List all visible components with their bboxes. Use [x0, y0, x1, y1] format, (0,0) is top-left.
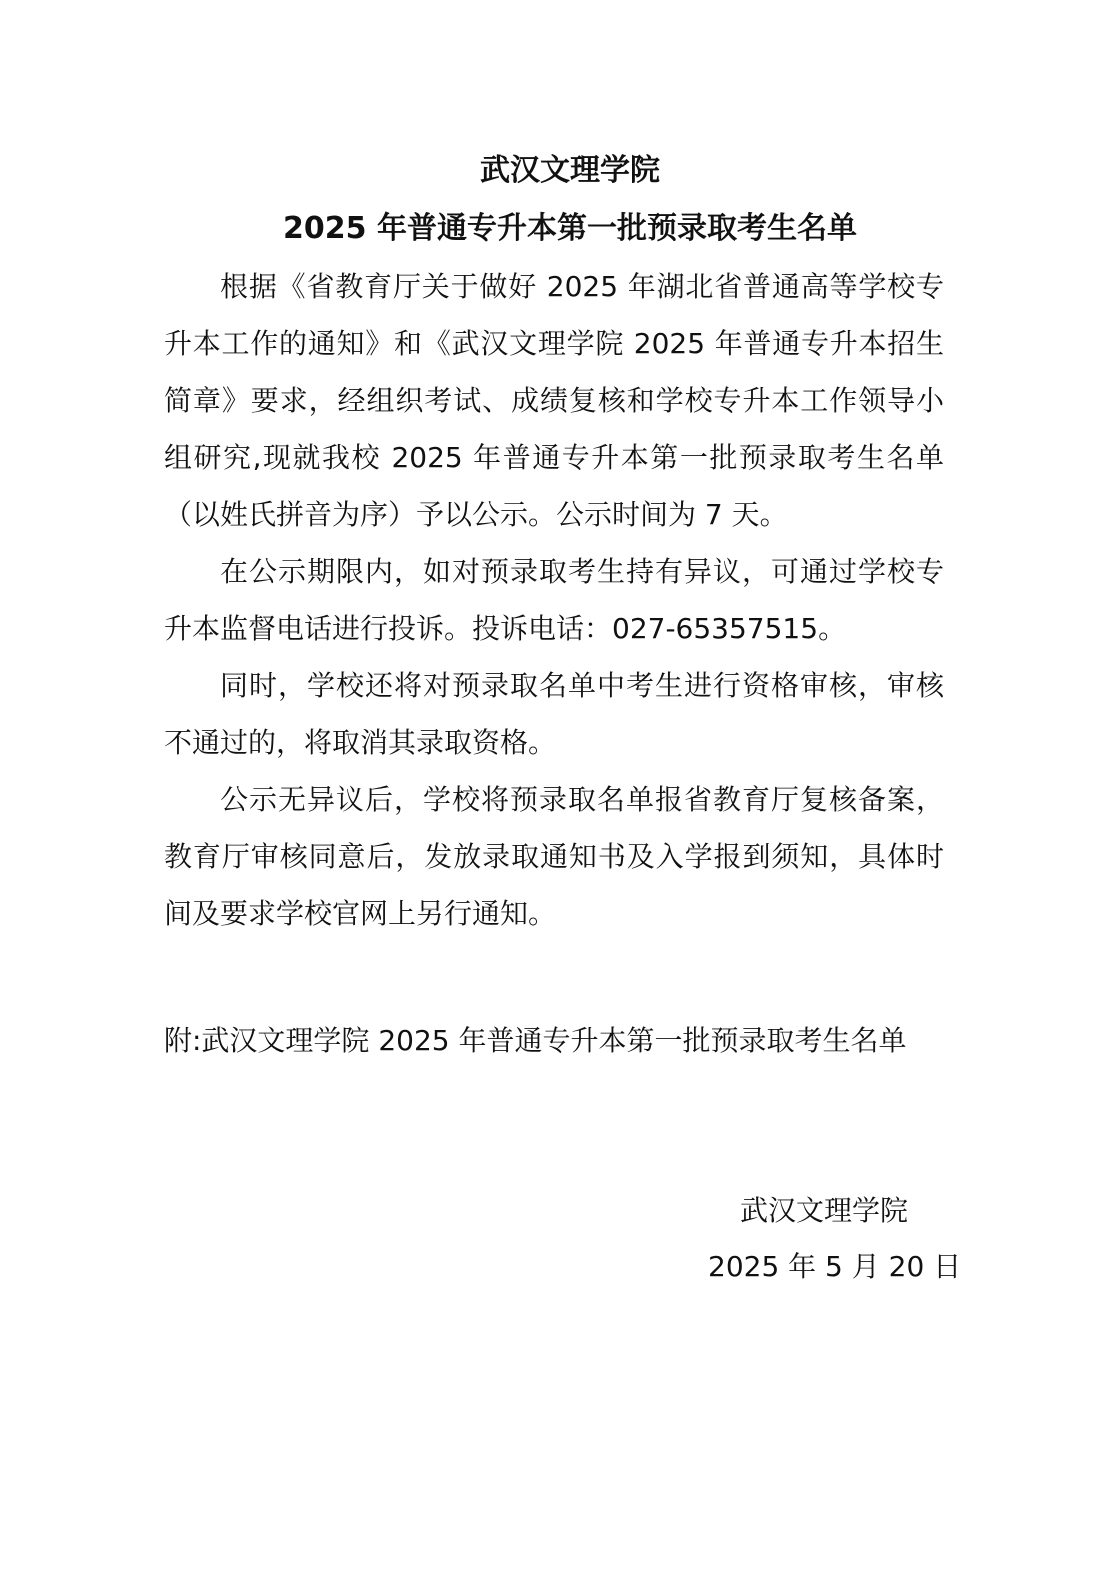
document-body — [164, 258, 944, 942]
document-title-institution: 武汉文理学院 — [480, 153, 660, 188]
paragraph-complaint: 在公示期限内，如对预录取考生持有异议，可通过学校专升本监督电话进行投诉。投诉电话：027-65357515。 — [164, 555, 944, 645]
signature-organization: 武汉文理学院 — [740, 1194, 909, 1227]
paragraph-followup: 公示无异议后，学校将预录取名单报省教育厅复核备案，教育厅审核同意后，发放录取通知书及入学报到须知，具体时间及要求学校官网上另行通知。 — [164, 783, 944, 930]
signature-date: 2025 年 5 月 20 日 — [708, 1250, 962, 1283]
paragraph-announcement: 根据《省教育厅关于做好 2025 年湖北省普通高等学校专升本工作的通知》和《武汉文理学院 2025 年普通专升本招生简章》要求，经组织考试、成绩复核和学校专升本工作领导小组研究,现就我校 2025 年普通专升本第一批预录取考生名单（以姓氏拼音为序）予以公示。公示时间为 7 天。 — [164, 270, 944, 531]
paragraph-qualification: 同时，学校还将对预录取名单中考生进行资格审核，审核不通过的，将取消其录取资格。 — [164, 669, 944, 759]
attachment-note: 附:武汉文理学院 2025 年普通专升本第一批预录取考生名单 — [164, 1024, 907, 1057]
document-title: 2025 年普通专升本第一批预录取考生名单 — [283, 211, 857, 246]
